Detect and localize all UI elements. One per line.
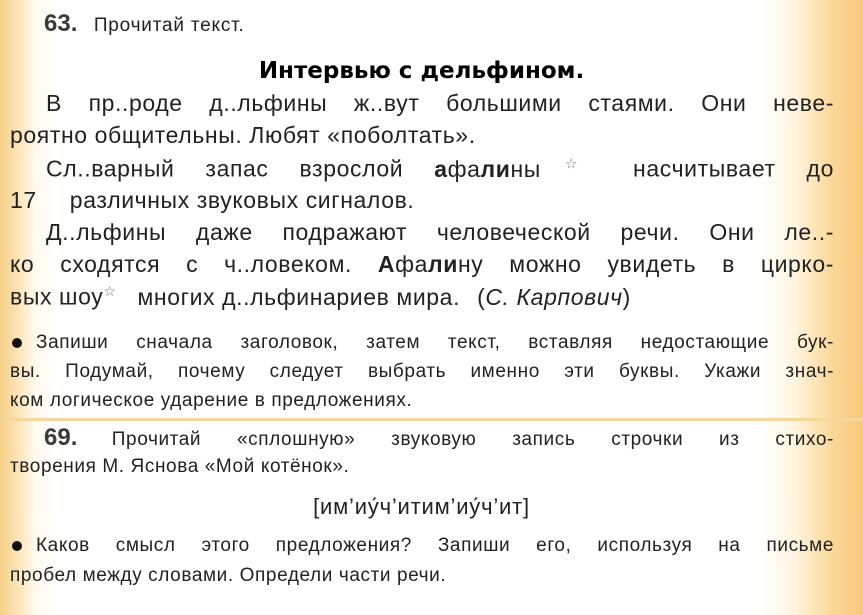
paragraph-1-line-1: В пр..роде д..льфины ж..вут большими стаями. Они неве- bbox=[46, 90, 834, 116]
task-63-line-3: ком логическое ударение в предложениях. bbox=[10, 390, 413, 411]
author-name: С. Карпович bbox=[485, 283, 623, 310]
afalina-bold-a: а bbox=[434, 155, 448, 182]
paragraph-1-line-2: роятно общительны. Любят «поболтать». bbox=[10, 122, 476, 148]
author-attribution: (С. Карпович) bbox=[477, 283, 631, 310]
text-title: Интервью с дельфином. bbox=[258, 58, 585, 84]
number-17: 17 bbox=[10, 187, 37, 213]
task-69-line-2: пробел между словами. Определи части речи. bbox=[10, 565, 447, 586]
word-afalina bbox=[434, 156, 602, 182]
section-divider bbox=[0, 418, 863, 421]
task-63-text-1: Запиши сначала заголовок, затем текст, вставляя недостающие бук- bbox=[36, 332, 834, 353]
afalina-bold-li: ли bbox=[480, 155, 511, 182]
p3-start: ко сходятся с ч..ловеком. bbox=[10, 251, 352, 277]
star-icon: ☆ bbox=[540, 155, 603, 171]
exercise-number: 69. bbox=[44, 424, 78, 451]
bullet-icon bbox=[12, 541, 22, 551]
paragraph-2-line-1 bbox=[46, 155, 834, 183]
p2-start: Сл..варный запас взрослой bbox=[46, 155, 404, 182]
word-afalinu bbox=[378, 251, 458, 277]
task-69-text-1: Каков смысл этого предложения? Запиши его, используя на письме bbox=[36, 535, 834, 556]
p2-tail: насчитывает до bbox=[633, 155, 834, 182]
exercise-69-instr-2: творения М. Яснова «Мой котёнок». bbox=[10, 456, 350, 477]
task-63-line-2: вы. Подумай, почему следует выбрать именно эти буквы. Укажи знач- bbox=[10, 361, 834, 382]
afalinu-mid: фа bbox=[395, 251, 429, 277]
exercise-number: 63. bbox=[44, 10, 78, 37]
paragraph-3-line-3 bbox=[10, 283, 631, 311]
bullet-icon bbox=[12, 338, 22, 348]
p3-line3-text: многих д..льфинариев мира. bbox=[137, 283, 461, 310]
p3-line3-start: вых шоу bbox=[10, 283, 104, 310]
task-69-line-1 bbox=[12, 535, 834, 557]
afalina-end: ны bbox=[510, 155, 541, 182]
star-icon: ☆ bbox=[103, 283, 117, 299]
exercise-69-instr-1: Прочитай «сплошную» звуковую запись строчки из стихо- bbox=[111, 429, 834, 450]
exercise-69-header bbox=[44, 424, 834, 452]
paragraph-2-line-2 bbox=[10, 187, 414, 214]
p3-line2-end: ну можно увидеть в цирко- bbox=[458, 251, 835, 277]
exercise-instruction: Прочитай текст. bbox=[93, 15, 245, 36]
task-63-line-1 bbox=[12, 332, 834, 354]
phonetic-transcription: [им’иу́ч’итим’иу́ч’ит] bbox=[313, 494, 530, 519]
exercise-63-header bbox=[44, 10, 245, 38]
afalinu-bold-li: ли bbox=[428, 251, 458, 277]
paragraph-3-line-2 bbox=[10, 251, 834, 278]
p2-line2-text: различных звуковых сигналов. bbox=[69, 187, 415, 213]
afalina-mid: фа bbox=[447, 155, 481, 182]
afalinu-bold-a: А bbox=[377, 251, 396, 277]
paragraph-3-line-1: Д..льфины даже подражают человеческой речи. Они ле..- bbox=[46, 219, 834, 245]
